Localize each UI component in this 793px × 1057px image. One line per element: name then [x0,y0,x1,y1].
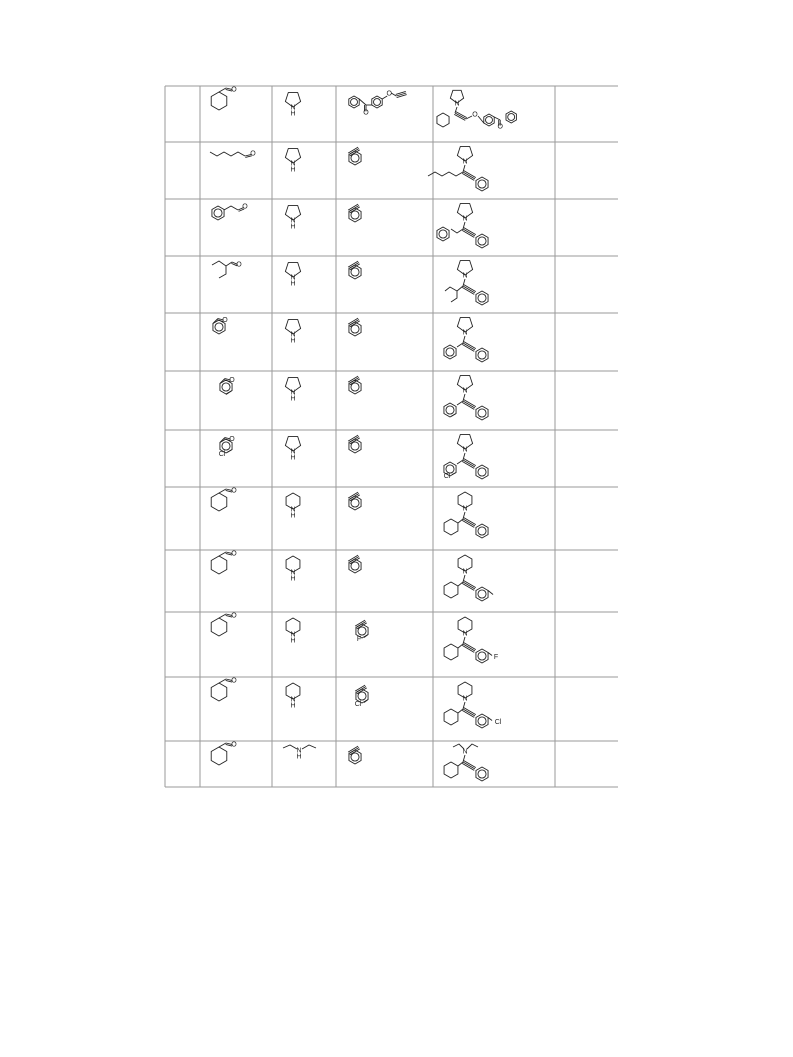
atom-label-oxygen: O [231,677,237,685]
atom-label-oxygen: O [229,436,235,443]
atom-label-oxygen: O [222,317,228,324]
amine-structure [285,437,300,462]
atom-label-hydrogen: H [296,753,302,761]
table-row [211,551,493,602]
atom-label-nitrogen: N [462,215,468,223]
alkyne-structure [348,261,361,279]
atom-label-nitrogen: N [290,217,296,225]
aldehyde-structure [211,742,237,766]
atom-label-hydrogen: H [290,637,296,645]
atom-label-oxygen: O [229,377,235,384]
atom-label-oxygen: O [250,150,256,158]
product-structure [444,435,488,480]
atom-label-hydrogen: H [290,280,296,288]
aldehyde-structure [212,261,242,278]
atom-label-nitrogen: N [462,272,468,280]
aldehyde-structure [212,204,248,221]
atom-label-oxygen: O [363,109,369,117]
table-row [213,317,488,362]
atom-label-chlorine: Cl [354,701,362,708]
atom-label-nitrogen: N [454,100,460,108]
atom-label-oxygen: O [386,90,392,98]
amine-structure [285,263,300,288]
alkyne-structure [348,435,361,453]
alkyne-structure [348,376,361,394]
alkyne-structure [348,492,361,510]
aldehyde-structure [211,488,237,512]
atom-label-oxygen: O [231,550,237,558]
amine-structure [285,149,300,174]
atom-label-nitrogen: N [296,747,302,755]
product-structure [437,90,516,130]
table-row [211,742,488,782]
alkyne-structure [355,620,368,643]
atom-label-hydrogen: H [290,110,296,118]
alkyne-structure [355,685,368,708]
aldehyde-structure [211,551,237,575]
table-row [211,488,488,539]
atom-label-hydrogen: H [290,702,296,710]
atom-label-oxygen: O [242,203,248,211]
product-structure [445,261,488,305]
atom-label-oxygen: O [231,612,237,620]
product-structure [444,744,488,781]
atom-label-oxygen: O [236,261,242,269]
table-row [211,678,502,729]
product-structure [444,682,502,728]
product-structure [444,376,488,420]
atom-label-hydrogen: H [290,454,296,462]
atom-label-nitrogen: N [290,631,296,639]
amine-structure [286,493,300,520]
atom-label-chlorine: Cl [443,473,451,480]
atom-label-nitrogen: N [462,505,468,513]
atom-label-chlorine: Cl [218,451,226,458]
amine-structure [285,378,300,403]
table-row [211,87,516,131]
atom-label-nitrogen: N [462,568,468,576]
atom-label-chlorine: Cl [494,719,502,726]
amine-structure [285,93,300,118]
aldehyde-structure [211,613,237,637]
atom-label-nitrogen: N [290,160,296,168]
table-row [220,376,488,420]
product-structure [444,555,493,601]
atom-label-oxygen: O [231,487,237,495]
atom-label-nitrogen: N [290,696,296,704]
atom-label-nitrogen: N [290,389,296,397]
product-structure [444,318,488,362]
product-structure [428,147,488,191]
amine-structure [286,683,300,710]
atom-label-nitrogen: N [462,695,468,703]
atom-label-nitrogen: N [290,506,296,514]
atom-label-fluorine: F [356,636,362,643]
atom-label-nitrogen: N [462,748,468,756]
atom-label-hydrogen: H [290,395,296,403]
atom-label-oxygen: O [472,111,478,119]
table-row [219,435,488,480]
aldehyde-structure [211,678,237,702]
amine-structure [283,745,316,761]
aldehyde-structure [213,317,228,334]
atom-label-oxygen: O [231,86,237,94]
product-structure [437,204,488,248]
atom-label-hydrogen: H [290,337,296,345]
alkyne-structure [349,91,407,117]
amine-structure [285,206,300,231]
atom-label-oxygen: O [497,123,503,131]
atom-label-hydrogen: H [290,512,296,520]
table-row [210,147,488,191]
atom-label-oxygen: O [231,741,237,749]
atom-label-nitrogen: N [290,104,296,112]
aldehyde-structure [211,87,237,111]
atom-label-nitrogen: N [290,569,296,577]
atom-label-nitrogen: N [462,387,468,395]
alkyne-structure [348,555,361,573]
atom-label-hydrogen: H [290,575,296,583]
table-row [212,261,488,305]
aldehyde-structure [219,436,235,458]
atom-label-nitrogen: N [462,630,468,638]
atom-label-hydrogen: H [290,166,296,174]
amine-structure [286,618,300,645]
atom-label-fluorine: F [493,654,499,661]
table-row [211,613,498,664]
atom-label-nitrogen: N [290,274,296,282]
aldehyde-structure [210,151,256,158]
alkyne-structure [348,147,361,165]
alkyne-structure [348,318,361,336]
product-structure [444,492,488,538]
atom-label-nitrogen: N [462,158,468,166]
atom-label-nitrogen: N [290,331,296,339]
alkyne-structure [348,204,361,222]
atom-label-nitrogen: N [290,448,296,456]
aldehyde-structure [220,377,235,395]
alkyne-structure [348,746,361,764]
atom-label-nitrogen: N [462,329,468,337]
table-row [212,204,488,249]
atom-label-nitrogen: N [462,446,468,454]
amine-structure [285,320,300,345]
amine-structure [286,556,300,583]
product-structure [444,617,498,663]
atom-label-hydrogen: H [290,223,296,231]
